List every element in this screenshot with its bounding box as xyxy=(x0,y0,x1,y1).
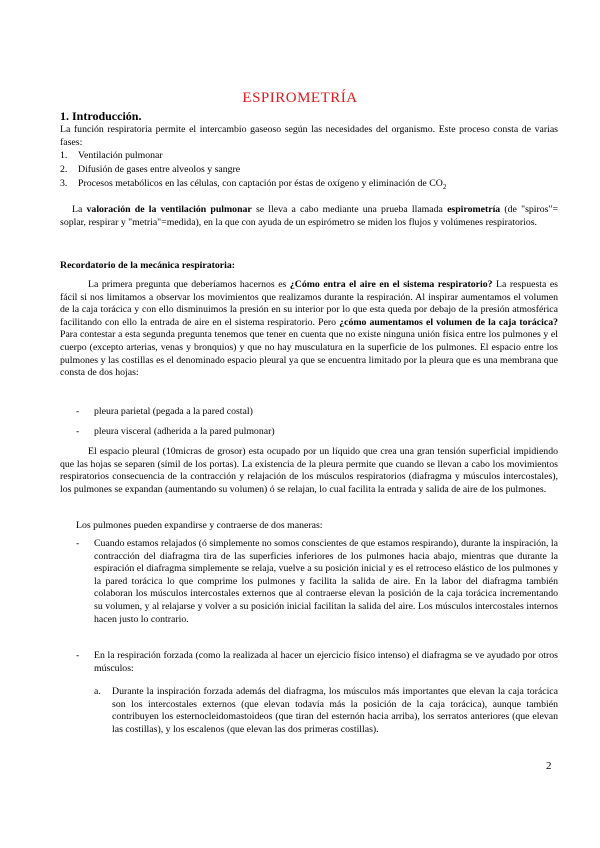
mode-item-forzada: En la respiración forzada (como la realizada al hacer un ejercicio físico intenso) el diafragma se ve ayudado por otros músculos: xyxy=(94,650,558,674)
recordatorio-paragraph: La primera pregunta que deberíamos hacernos es ¿Cómo entra el aire en el sistema respiratorio? La respuesta es fácil si nos limitamos a observar los movimientos que realizamos durante la respiración. Al inspirar aumentamos el volumen de la caja torácica y con ello disminuimos la presión en su interior por lo que esta queda por debajo de la presión atmosférica facilitando con ello la entrada de aire en el sistema respiratorio. Pero ¿cómo aumentamos el volumen de la caja torácica? Para contestar a esta segunda pregunta tenemos que tener en cuenta que no existe ninguna unión física entre los pulmones y el cuerpo (excepto arterias, venas y bronquios) y que no hay musculatura en la superficie de los pulmones. El espacio entre los pulmones y las costillas es el denominado espacio pleural ya que se encuentra limitado por la pleura que es una membrana que consta de dos hojas: xyxy=(60,279,558,379)
subitem-inspiracion-forzada: Durante la inspiración forzada además del diafragma, los músculos más importantes que elevan la caja torácica son los intercostales externos (que elevan todavía más la posición de la caja torácica), aunque también contribuyen los esternocleidomastoideos (que tiran del esternón hacia arriba), los serratos anteriores (que elevan las costillas), y los escalenos (que elevan las dos primeras costillas). xyxy=(112,686,558,735)
expansion-intro: Los pulmones pueden expandirse y contraerse de dos maneras: xyxy=(76,520,323,531)
phase-number: 2. xyxy=(60,164,68,175)
phase-number: 1. xyxy=(60,150,68,161)
mode-item-relajado: Cuando estamos relajados (ó simplemente no somos conscientes de que estamos respirando), durante la inspiración, la contracción del diafragma tira de las superficies inferiores de los pulmones hacia abajo, mientras que durante la espiración el diafragma simplemente se relaja, vuelve a su posición inicial y es el retroceso elástico de los pulmones y la pared torácica lo que comprime los pulmones y facilita la salida de aire. En la labor del diafragma también colaboran los músculos intercostales externos que al contraerse elevan la posición de la caja torácica incrementando su volumen, y al relajarse y volver a su posición inicial facilitan la salida del aire. Los músculos intercostales internos hacen justo lo contrario. xyxy=(94,538,558,625)
page-title: ESPIROMETRÍA xyxy=(242,90,358,106)
subitem-label: a. xyxy=(94,686,101,697)
intro-paragraph: La función respiratoria permite el intercambio gaseoso según las necesidades del organismo. Este proceso consta de varias fases: xyxy=(60,124,558,148)
recordatorio-heading: Recordatorio de la mecánica respiratoria: xyxy=(60,260,236,271)
bullet-dash: - xyxy=(76,426,80,437)
bullet-dash: - xyxy=(76,650,80,661)
page-number: 2 xyxy=(546,760,552,772)
phase-item: Ventilación pulmonar xyxy=(78,150,163,161)
section-heading-introduccion: 1. Introducción. xyxy=(60,109,142,123)
bullet-dash: - xyxy=(76,538,80,549)
phase-number: 3. xyxy=(60,178,68,189)
espacio-pleural-paragraph: El espacio pleural (10micras de grosor) esta ocupado por un líquido que crea una gran tensión superficial impidiendo que las hojas se separen (símil de los portas). La existencia de la pleura permite que cuando se llevan a cabo los movimientos respiratorios consecuencia de la contracción y relajación de los músculos respiratorios (diafragma y músculos intercostales), los pulmones se expandan (aumentando su volumen) ó se relajan, lo cual facilita la entrada y salida de aire de los pulmones. xyxy=(60,446,558,495)
phase-item: Difusión de gases entre alveolos y sangre xyxy=(78,164,241,175)
phase-item: Procesos metabólicos en las células, con captación por éstas de oxígeno y eliminación de $CO_2$ xyxy=(78,178,447,191)
valoracion-paragraph: La valoración de la ventilación pulmonar se lleva a cabo mediante una prueba llamada espirometría (de "spiros"= soplar, respirar y "metria"=medida), en la que con ayuda de un espirómetro se miden los flujos y volúmenes respiratorios. xyxy=(60,204,558,228)
pleura-item: pleura visceral (adherida a la pared pulmonar) xyxy=(94,426,275,437)
bullet-dash: - xyxy=(76,406,80,417)
pleura-item: pleura parietal (pegada a la pared costal) xyxy=(94,406,253,417)
